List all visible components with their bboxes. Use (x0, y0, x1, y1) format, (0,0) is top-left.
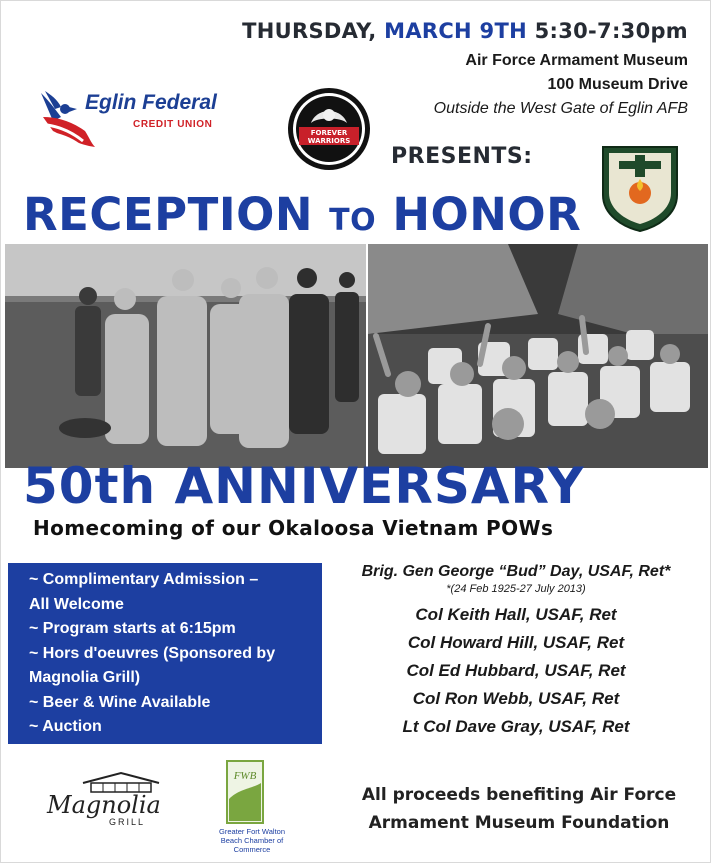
feature-item: ~ Beer & Wine Available (29, 693, 211, 711)
fwb-chamber-logo (213, 759, 291, 855)
honoree-main: Brig. Gen George “Bud” Day, USAF, Ret* (361, 563, 671, 580)
proceeds-note (339, 781, 699, 837)
homecoming-flight-photo (368, 244, 708, 468)
feature-item: ~ Auction (29, 718, 102, 735)
cabin-photo-art (368, 244, 708, 468)
features-panel (8, 563, 322, 744)
eglin-federal-logo (35, 87, 249, 151)
honoree: Col Howard Hill, USAF, Ret (407, 633, 625, 652)
headline-part2: TO (329, 203, 377, 238)
honoree: Lt Col Dave Gray, USAF, Ret (402, 717, 630, 736)
armament-museum-foundation-logo (599, 141, 681, 233)
building-icon (81, 771, 161, 793)
eglin-sub: CREDIT UNION (133, 119, 213, 130)
event-date-time (242, 19, 688, 43)
event-date: MARCH 9TH (384, 19, 527, 43)
headline-part3: HONOR (392, 188, 582, 241)
feature-item: ~ Complimentary Admission – (29, 571, 259, 588)
chamber-name: Greater Fort Walton Beach Chamber of Commerce (219, 827, 285, 854)
presents-label: PRESENTS: (391, 144, 533, 169)
homecoming-subtitle: Homecoming of our Okaloosa Vietnam POWs (33, 516, 554, 540)
magnolia-name: Magnolia (47, 791, 161, 819)
feature-item: All Welcome (29, 595, 124, 613)
feature-item: ~ Program starts at 6:15pm (29, 620, 236, 637)
pow-group-photo (5, 244, 366, 468)
feature-item: Magnolia Grill) (29, 669, 141, 686)
venue-name: Air Force Armament Museum (465, 52, 688, 69)
venue-note: Outside the West Gate of Eglin AFB (433, 100, 688, 117)
chamber-badge-icon (225, 759, 265, 825)
headline-part1: RECEPTION (23, 188, 313, 241)
honoree: Col Keith Hall, USAF, Ret (415, 605, 617, 624)
feature-item: ~ Hors d'oeuvres (Sponsored by (29, 644, 276, 662)
forever-warriors-text (295, 129, 363, 145)
proceeds-line2: Armament Museum Foundation (368, 813, 670, 833)
honoree-main-note: *(24 Feb 1925-27 July 2013) (446, 583, 586, 595)
anniversary-title: 50th ANNIVERSARY (23, 457, 585, 515)
proceeds-line1: All proceeds benefiting Air Force (361, 785, 677, 805)
venue-address: 100 Museum Drive (547, 76, 688, 93)
event-day: THURSDAY, (242, 19, 377, 43)
chamber-badge-text: FWB (233, 770, 257, 782)
magnolia-grill-logo (41, 771, 163, 831)
honoree: Col Ed Hubbard, USAF, Ret (406, 661, 626, 680)
honorees-list (333, 563, 699, 741)
forever-warriors-logo (287, 87, 371, 171)
fw-bottom: WARRIORS (307, 137, 351, 145)
headline (23, 188, 581, 241)
group-photo-art (5, 244, 366, 468)
eglin-name: Eglin Federal (85, 91, 217, 114)
magnolia-sub: GRILL (109, 817, 146, 827)
honoree: Col Ron Webb, USAF, Ret (412, 689, 620, 708)
event-time: 5:30-7:30pm (534, 19, 688, 43)
fw-top: FOREVER (310, 129, 348, 137)
museum-shield-icon (599, 141, 681, 233)
